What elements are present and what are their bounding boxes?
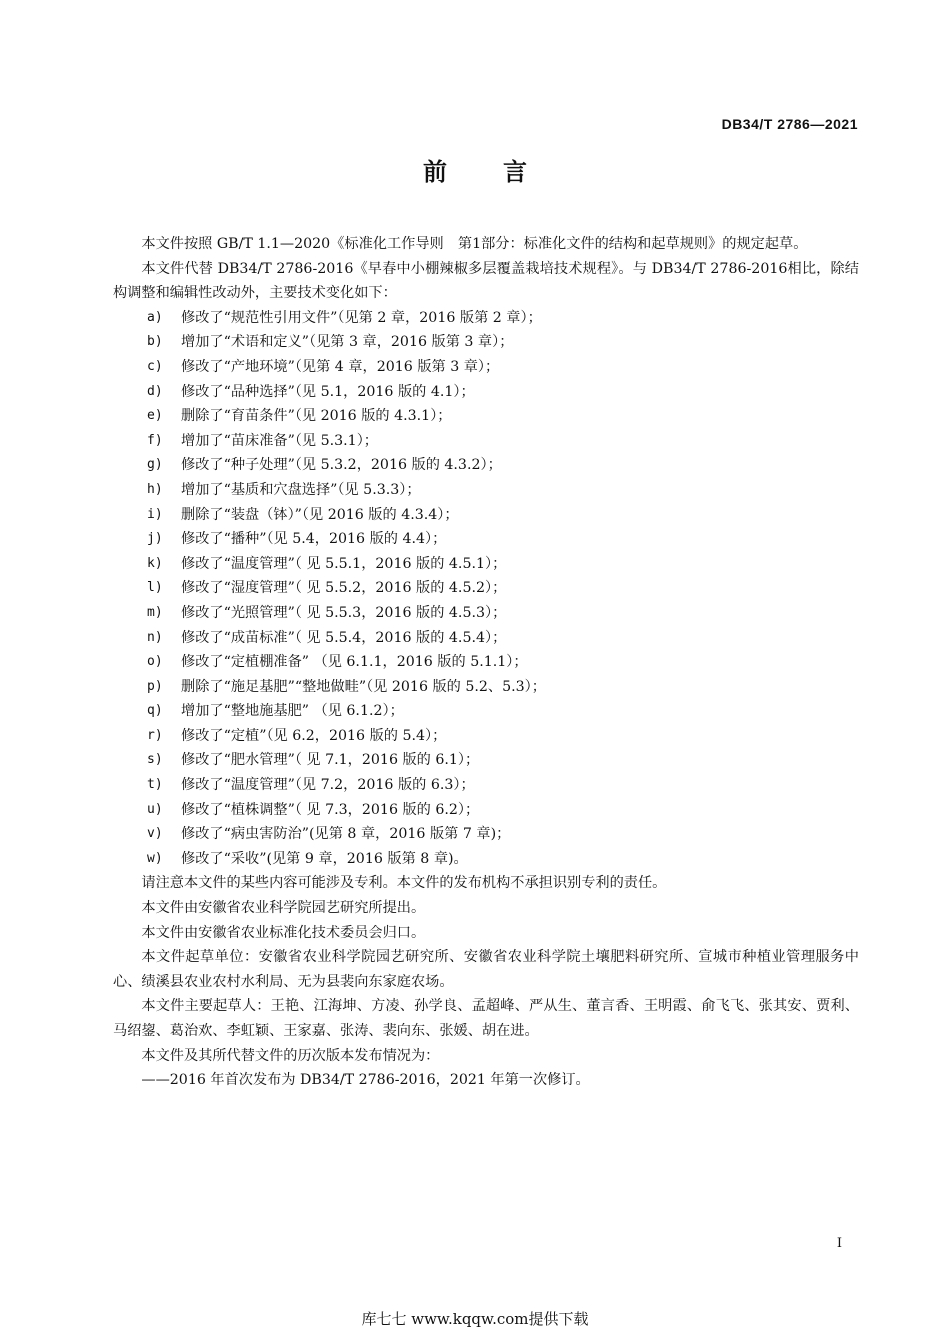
change-item <box>113 355 859 380</box>
paragraph-proposed: 本文件由安徽省农业科学院园艺研究所提出。 <box>141 900 426 917</box>
change-item-text: 修改了“成苗标准”（ 见 5.5.4，2016 版的 4.5.4）； <box>181 629 507 646</box>
change-item <box>113 626 859 651</box>
change-item <box>113 822 859 847</box>
change-item <box>113 552 859 577</box>
change-item-marker: o) <box>147 654 163 670</box>
change-item <box>113 847 859 872</box>
change-item-marker: t) <box>147 777 163 793</box>
change-item <box>113 675 859 700</box>
change-item <box>113 748 859 773</box>
change-list <box>113 306 859 872</box>
change-item-text: 增加了“基质和穴盘选择”（见 5.3.3）； <box>181 481 421 498</box>
change-item-marker: c) <box>147 358 163 374</box>
change-item-text: 修改了“播种”（见 5.4，2016 版的 4.4）； <box>181 531 447 548</box>
change-item <box>113 650 859 675</box>
change-item-marker: s) <box>147 752 163 768</box>
change-item-marker: a) <box>147 309 163 325</box>
footer-watermark: 库七七 www.kqqw.com提供下载 <box>361 1310 589 1328</box>
title-char-2: 言 <box>503 158 527 186</box>
change-item <box>113 503 859 528</box>
page-number: I <box>836 1236 842 1251</box>
change-item-marker: m) <box>147 604 163 620</box>
page-title <box>0 152 950 187</box>
paragraph-history-intro: 本文件及其所代替文件的历次版本发布情况为： <box>141 1047 440 1064</box>
change-item-text: 修改了“种子处理”（见 5.3.2，2016 版的 4.3.2）； <box>181 457 502 474</box>
change-item-text: 修改了“温度管理”（见 7.2，2016 版的 6.3）； <box>181 777 475 794</box>
change-item-marker: u) <box>147 801 163 817</box>
paragraph-managed: 本文件由安徽省农业标准化技术委员会归口。 <box>141 924 426 941</box>
change-item-marker: b) <box>147 334 163 350</box>
change-item <box>113 429 859 454</box>
change-item-text: 修改了“规范性引用文件”（见第 2 章，2016 版第 2 章）； <box>181 309 542 326</box>
change-item-text: 修改了“湿度管理”（ 见 5.5.2，2016 版的 4.5.2）； <box>181 580 507 597</box>
change-item-text: 修改了“品种选择”（见 5.1，2016 版的 4.1）； <box>181 383 475 400</box>
change-item-marker: j) <box>147 531 163 547</box>
change-item-marker: f) <box>147 432 163 448</box>
title-char-1: 前 <box>423 158 447 186</box>
change-item-marker: r) <box>147 727 163 743</box>
paragraph-replacement: 本文件代替 DB34/T 2786-2016《早春中小棚辣椒多层覆盖栽培技术规程》。与 DB34/T 2786-2016相比，除结构调整和编辑性改动外，主要技术变化如下： <box>113 260 859 302</box>
change-item-marker: i) <box>147 506 163 522</box>
change-item <box>113 330 859 355</box>
change-item <box>113 798 859 823</box>
paragraph-drafting-basis: 本文件按照 GB/T 1.1—2020《标准化工作导则 第1部分：标准化文件的结构和起草规则》的规定起草。 <box>141 236 808 252</box>
change-item-text: 修改了“采收”(见第 9 章，2016 版第 8 章)。 <box>181 850 468 867</box>
change-item-text: 增加了“苗床准备”（见 5.3.1）； <box>181 432 378 449</box>
change-item <box>113 601 859 626</box>
change-item-text: 修改了“定植”（见 6.2，2016 版的 5.4）； <box>181 727 447 744</box>
change-item <box>113 527 859 552</box>
change-item-marker: w) <box>147 850 163 866</box>
change-item-text: 增加了“整地施基肥” （见 6.1.2）； <box>181 703 404 720</box>
change-item <box>113 724 859 749</box>
paragraph-drafters: 本文件主要起草人：王艳、江海坤、方凌、孙学良、孟超峰、严从生、董言香、王明霞、俞飞飞、张其安、贾利、马绍鋆、葛治欢、李虹颖、王家嘉、张涛、裴向东、张媛、胡在进。 <box>113 998 859 1039</box>
change-item-marker: e) <box>147 408 163 424</box>
paragraph-patent: 请注意本文件的某些内容可能涉及专利。本文件的发布机构不承担识别专利的责任。 <box>141 875 667 892</box>
change-item-marker: k) <box>147 555 163 571</box>
change-item-text: 修改了“产地环境”（见第 4 章，2016 版第 3 章）； <box>181 358 500 375</box>
change-item-text: 删除了“装盘（钵）”（见 2016 版的 4.3.4）； <box>181 506 459 523</box>
change-item-text: 修改了“病虫害防治”(见第 8 章，2016 版第 7 章)； <box>181 826 511 843</box>
change-item-marker: l) <box>147 580 163 596</box>
foreword-body <box>113 232 859 1093</box>
change-item-marker: g) <box>147 457 163 473</box>
change-item-text: 删除了“育苗条件”（见 2016 版的 4.3.1）； <box>181 408 452 425</box>
change-item-marker: d) <box>147 383 163 399</box>
change-item <box>113 453 859 478</box>
standard-code: DB34/T 2786—2021 <box>721 116 858 132</box>
change-item <box>113 306 859 331</box>
change-item-text: 修改了“光照管理”（ 见 5.5.3，2016 版的 4.5.3）； <box>181 604 507 621</box>
change-item-text: 修改了“植株调整”（ 见 7.3，2016 版的 6.2）； <box>181 801 480 818</box>
change-item <box>113 380 859 405</box>
change-item-text: 删除了“施足基肥”“整地做畦”（见 2016 版的 5.2、5.3）； <box>181 678 546 695</box>
change-item-marker: v) <box>147 826 163 842</box>
change-item <box>113 478 859 503</box>
change-item <box>113 576 859 601</box>
paragraph-history-item: ——2016 年首次发布为 DB34/T 2786-2016，2021 年第一次修订。 <box>141 1072 590 1089</box>
change-item <box>113 773 859 798</box>
change-item-marker: n) <box>147 629 163 645</box>
change-item-marker: h) <box>147 481 163 497</box>
paragraph-drafting-units: 本文件起草单位：安徽省农业科学院园艺研究所、安徽省农业科学院土壤肥料研究所、宣城市种植业管理服务中心、绩溪县农业农村水利局、无为县裴向东家庭农场。 <box>113 949 859 990</box>
change-item-text: 增加了“术语和定义”（见第 3 章，2016 版第 3 章）； <box>181 334 514 351</box>
change-item <box>113 699 859 724</box>
change-item <box>113 404 859 429</box>
change-item-text: 修改了“肥水管理”（ 见 7.1，2016 版的 6.1）； <box>181 752 480 769</box>
change-item-marker: p) <box>147 678 163 694</box>
change-item-text: 修改了“温度管理”（ 见 5.5.1，2016 版的 4.5.1）； <box>181 555 507 572</box>
change-item-text: 修改了“定植棚准备” （见 6.1.1，2016 版的 5.1.1）； <box>181 654 528 671</box>
change-item-marker: q) <box>147 703 163 719</box>
